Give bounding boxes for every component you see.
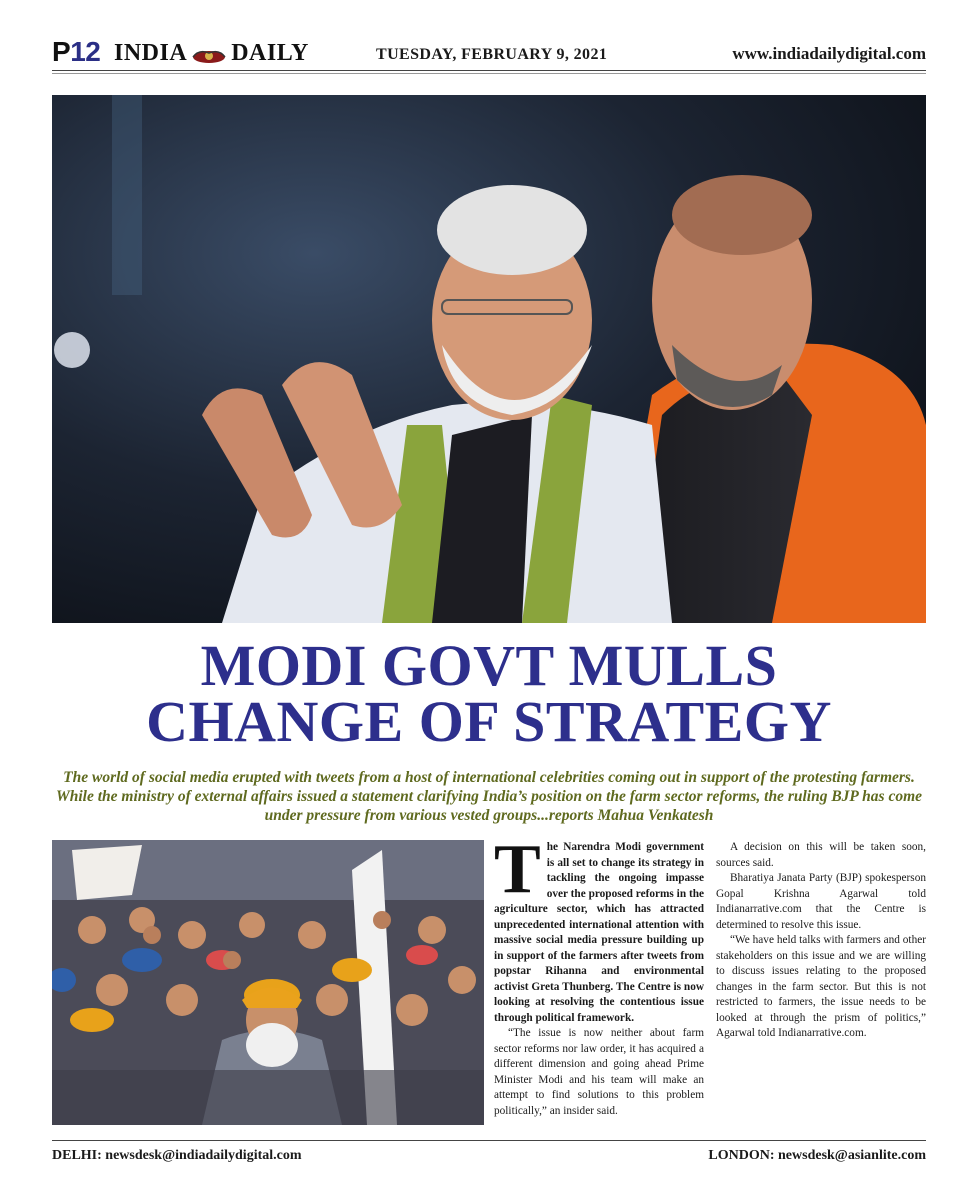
footer-delhi-contact[interactable]: DELHI: newsdesk@indiadailydigital.com [52, 1148, 302, 1163]
standfirst: The world of social media erupted with tweets from a host of international celebrities coming out in support of the protesting farmers. While the ministry of external affairs issued a statement clarifying India’s position on the farm sector reforms, the ruling BJP has come under pressure from various vested groups...reports Mahua Venkatesh [55, 769, 923, 824]
footer-rule [52, 1140, 926, 1141]
website-link[interactable]: www.indiadailydigital.com [732, 44, 926, 63]
protest-crowd-photo [52, 840, 484, 1125]
masthead [52, 36, 926, 72]
issue-date: TUESDAY, FEBRUARY 9, 2021 [376, 46, 608, 63]
header-rule [52, 70, 926, 71]
article-lead-paragraph: he Narendra Modi government is all set to change its strategy in tackling the ongoing impasse over the proposed reforms in the agriculture sector, which has attracted unprecedented international attention with massive social media pressure building up in support of the farmers after tweets from popstar Rihanna and environmental activist Greta Thunberg. The Centre is now looking at resolving the contentious issue through political framework. [494, 841, 704, 1024]
headline-line-1: MODI GOVT MULLS [200, 633, 778, 698]
hero-photo [52, 95, 926, 623]
drop-cap: T [494, 831, 541, 908]
header-rule-secondary [52, 73, 926, 74]
brand-left: INDIA [114, 40, 188, 66]
brand-right: DAILY [231, 40, 309, 66]
article-paragraph-5: “We have held talks with farmers and other stakeholders on this issue and we are willing to discuss issues relating to the proposed changes in the farm sector. But this is not restricted to farmers, the issue needs to be looked at through the prism of politics,” Agarwal told Indianarrative.com. [716, 934, 926, 1039]
crest-icon [191, 45, 227, 63]
brand-logo [114, 40, 309, 67]
article-column-1 [494, 831, 704, 1119]
article-paragraph-3: A decision on this will be taken soon, sources said. [716, 841, 926, 869]
headline [52, 633, 926, 754]
article-paragraph-4: Bharatiya Janata Party (BJP) spokesperson Gopal Krishna Agarwal told Indianarrative.com that the Centre is determined to resolve this issue. [716, 872, 926, 931]
article-column-2 [716, 840, 926, 1042]
footer-london-contact[interactable]: LONDON: newsdesk@asianlite.com [708, 1148, 926, 1163]
page-number: P12 [52, 36, 101, 67]
headline-line-2: CHANGE OF STRATEGY [146, 689, 832, 754]
article-paragraph-2: “The issue is now neither about farm sector reforms nor law order, it has acquired a different dimension and going ahead Prime Minister Modi and his team will make an attempt to find solutions to this problem politically,” an insider said. [494, 1027, 704, 1117]
